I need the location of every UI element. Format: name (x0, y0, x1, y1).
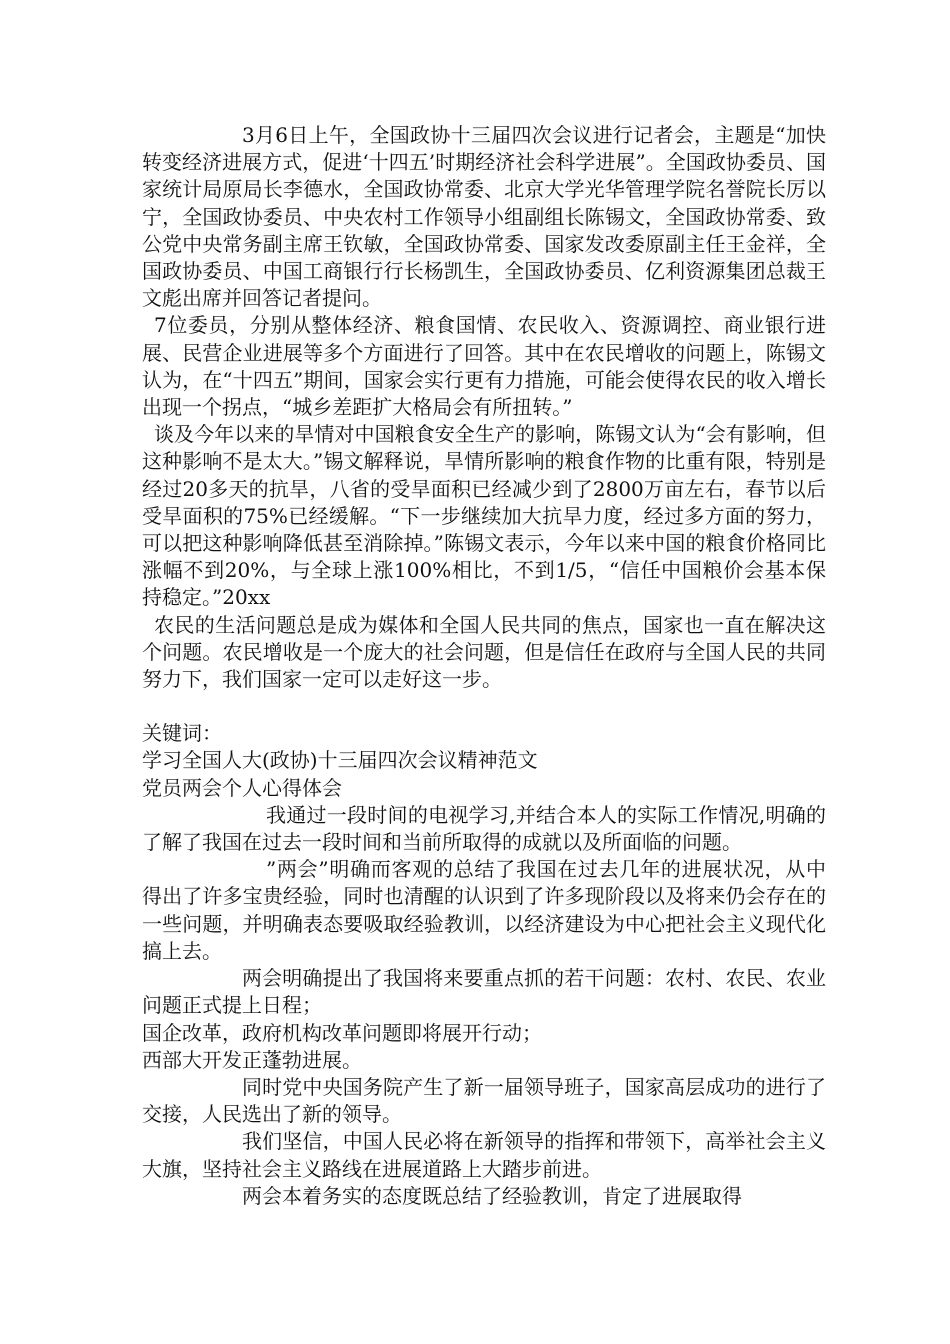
paragraph-farmer-income: 农民的生活问题总是成为媒体和全国人民共同的焦点，国家也一直在解决这个问题。农民增收是一个庞大的社会问题，但是信任在政府与全国人民的共同努力下，我们国家一定可以走好这一步。 (142, 612, 826, 692)
keywords-label: 关键词： (142, 721, 222, 746)
keyword-line-experience: 党员两会个人心得体会 (142, 775, 342, 800)
paragraph-drought-impact: 谈及今年以来的旱情对中国粮食安全生产的影响，陈锡文认为“会有影响，但这种影响不是太大。”锡文解释说，旱情所影响的粮食作物的比重有限，特别是经过20多天的抗旱，八省的受旱面积已经减少到了2800万亩左右，春节以后受旱面积的75%已经缓解。“下一步继续加大抗旱力度，经过多方面的努力，可以把这种影响降低甚至消除掉。”陈锡文表示，今年以来中国的粮食价格同比涨幅不到20%，与全球上涨100%相比，不到1/5，“信任中国粮价会基本保持稳定。”20xx (142, 422, 826, 610)
blank-line (142, 693, 826, 720)
paragraph-new-leadership: 同时党中央国务院产生了新一届领导班子，国家高层成功的进行了交接，人民选出了新的领导。 (142, 1074, 826, 1127)
paragraph-tv-study: 我通过一段时间的电视学习,并结合本人的实际工作情况,明确的了解了我国在过去一段时间和当前所取得的成就以及所面临的问题。 (142, 802, 826, 855)
paragraph-reform: 国企改革，政府机构改革问题即将展开行动； (142, 1020, 542, 1045)
paragraph-firm-belief: 我们坚信，中国人民必将在新领导的指挥和带领下，高举社会主义大旗，坚持社会主义路线在进展道路上大踏步前进。 (142, 1129, 826, 1181)
paragraph-members-answers: 7位委员，分别从整体经济、粮食国情、农民收入、资源调控、商业银行进展、民营企业进展等多个方面进行了回答。其中在农民增收的问题上，陈锡文认为，在“十四五”期间，国家会实行更有力措施，可能会使得农民的收入增长出现一个拐点，“城乡差距扩大格局会有所扭转。” (142, 313, 826, 420)
document-content (142, 122, 826, 1210)
paragraph-two-sessions-summary: ”两会”明确而客观的总结了我国在过去几年的进展状况，从中得出了许多宝贵经验，同时也清醒的认识到了许多现阶段以及将来仍会存在的一些问题，并明确表态要吸取经验教训，以经济建设为中心把社会主义现代化搞上去。 (142, 857, 826, 963)
paragraph-press-conference: 3月6日上午，全国政协十三届四次会议进行记者会，主题是“加快转变经济进展方式，促进‘十四五’时期经济社会科学进展”。全国政协委员、国家统计局原局长李德水，全国政协常委、北京大学光华管理学院名誉院长厉以宁，全国政协委员、中央农村工作领导小组副组长陈锡文，全国政协常委、致公党中央常务副主席王钦敏，全国政协常委、国家发改委原副主任王金祥，全国政协委员、中国工商银行行长杨凯生，全国政协委员、亿利资源集团总裁王文彪出席并回答记者提问。 (142, 123, 826, 311)
paragraph-west-development: 西部大开发正蓬勃进展。 (142, 1047, 362, 1072)
keyword-line-study: 学习全国人大(政协)十三届四次会议精神范文 (142, 748, 538, 773)
paragraph-practical-attitude: 两会本着务实的态度既总结了经验教训，肯定了进展取得 (242, 1183, 742, 1208)
paragraph-key-issues: 两会明确提出了我国将来要重点抓的若干问题：农村、农民、农业问题正式提上日程； (142, 966, 826, 1018)
